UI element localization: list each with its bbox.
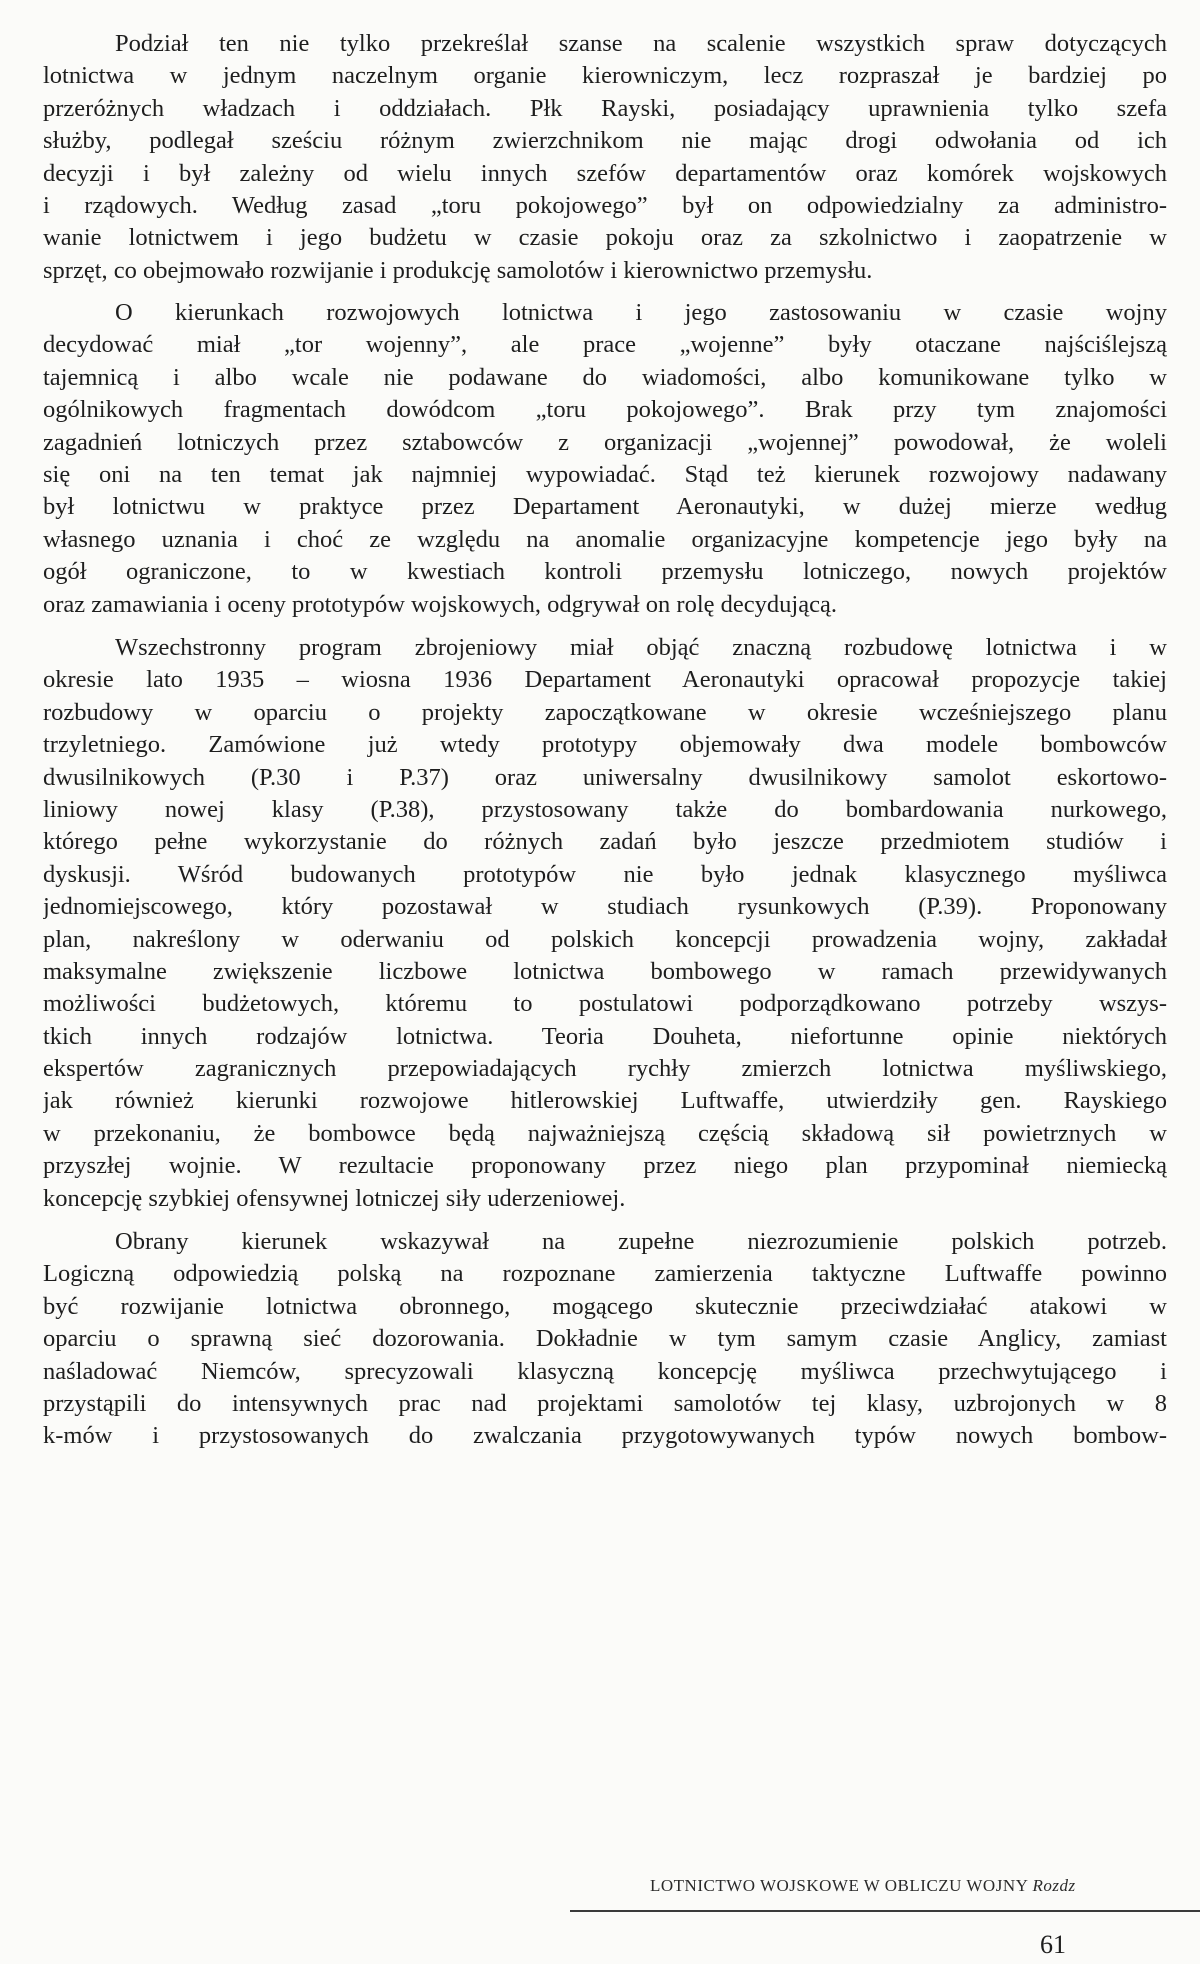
text-line: tkich innych rodzajów lotnictwa. Teoria Douheta, niefortunne opinie niektórych <box>43 1022 1167 1050</box>
text-line: dyskusji. Wśród budowanych prototypów nie było jednak klasycznego myśliwca <box>43 860 1167 888</box>
text-line: oraz zamawiania i oceny prototypów wojskowych, odgrywał on rolę decydującą. <box>43 590 837 618</box>
text-line: w przekonaniu, że bombowce będą najważniejszą częścią składową sił powietrznych w <box>43 1119 1167 1147</box>
text-line: ekspertów zagranicznych przepowiadających rychły zmierzch lotnictwa myśliwskiego, <box>43 1055 1167 1083</box>
text-line: służby, podlegał sześciu różnym zwierzchnikom nie mając drogi odwołania od ich <box>43 127 1167 155</box>
text-line: Wszechstronny program zbrojeniowy miał objąć znaczną rozbudowę lotnictwa i w <box>115 634 1167 661</box>
running-title: LOTNICTWO WOJSKOWE W OBLICZU WOJNY <box>650 1876 1028 1895</box>
text-line: się oni na ten temat jak najmniej wypowiadać. Stąd też kierunek rozwojowy nadawany <box>43 460 1167 488</box>
text-line: zagadnień lotniczych przez sztabowców z organizacji „wojennej” powodował, że woleli <box>43 428 1167 456</box>
running-footer <box>650 1876 1200 1896</box>
text-line: Podział ten nie tylko przekreślał szanse na scalenie wszystkich spraw dotyczących <box>115 30 1167 57</box>
text-line: własnego uznania i choć ze względu na anomalie organizacyjne kompetencje jego były na <box>43 525 1167 553</box>
text-line: przyszłej wojnie. W rezultacie proponowany przez niego plan przypominał niemiecką <box>43 1152 1167 1180</box>
text-line: wanie lotnictwem i jego budżetu w czasie pokoju oraz za szkolnictwo i zaopatrzenie w <box>43 224 1167 252</box>
text-line: Logiczną odpowiedzią polską na rozpoznane zamierzenia taktyczne Luftwaffe powinno <box>43 1260 1167 1288</box>
text-line: koncepcję szybkiej ofensywnej lotniczej siły uderzeniowej. <box>43 1184 626 1212</box>
paragraph-2 <box>43 297 1167 621</box>
text-line: decydować miał „tor wojenny”, ale prace „wojenne” były otaczane najściślejszą <box>43 331 1167 359</box>
text-line: jednomiejscowego, który pozostawał w studiach rysunkowych (P.39). Proponowany <box>43 893 1167 921</box>
text-line: przystąpili do intensywnych prac nad projektami samolotów tej klasy, uzbrojonych w 8 <box>43 1389 1167 1417</box>
text-line: decyzji i był zależny od wielu innych szefów departamentów oraz komórek wojskowych <box>43 159 1167 187</box>
paragraph-3 <box>43 632 1167 1215</box>
text-line: k-mów i przystosowanych do zwalczania przygotowywanych typów nowych bombow- <box>43 1422 1167 1450</box>
text-line: naśladować Niemców, sprecyzowali klasyczną koncepcję myśliwca przechwytującego i <box>43 1357 1167 1385</box>
text-line: maksymalne zwiększenie liczbowe lotnictwa bombowego w ramach przewidywanych <box>43 957 1167 985</box>
text-line: dwusilnikowych (P.30 i P.37) oraz uniwersalny dwusilnikowy samolot eskortowo- <box>43 763 1167 791</box>
text-line: przeróżnych władzach i oddziałach. Płk Rayski, posiadający uprawnienia tylko szefa <box>43 94 1167 122</box>
text-line: jak również kierunki rozwojowe hitlerowskiej Luftwaffe, utwierdziły gen. Rayskiego <box>43 1087 1167 1115</box>
text-line: i rządowych. Według zasad „toru pokojowego” był on odpowiedzialny za administro- <box>43 191 1167 219</box>
text-line: być rozwijanie lotnictwa obronnego, mogącego skutecznie przeciwdziałać atakowi w <box>43 1292 1167 1320</box>
text-line: ogół ograniczone, to w kwestiach kontroli przemysłu lotniczego, nowych projektów <box>43 558 1167 586</box>
text-line: ogólnikowych fragmentach dowódcom „toru pokojowego”. Brak przy tym znajomości <box>43 396 1167 424</box>
text-line: możliwości budżetowych, któremu to postulatowi podporządkowano potrzeby wszys- <box>43 990 1167 1018</box>
text-line: którego pełne wykorzystanie do różnych zadań było jeszcze przedmiotem studiów i <box>43 828 1167 856</box>
text-line: tajemnicą i albo wcale nie podawane do wiadomości, albo komunikowane tylko w <box>43 363 1167 391</box>
text-line: oparciu o sprawną sieć dozorowania. Dokładnie w tym samym czasie Anglicy, zamiast <box>43 1325 1167 1353</box>
text-line: był lotnictwu w praktyce przez Departament Aeronautyki, w dużej mierze według <box>43 493 1167 521</box>
text-line: lotnictwa w jednym naczelnym organie kierowniczym, lecz rozpraszał je bardziej po <box>43 62 1167 90</box>
text-line: liniowy nowej klasy (P.38), przystosowany także do bombardowania nurkowego, <box>43 795 1167 823</box>
text-line: Obrany kierunek wskazywał na zupełne niezrozumienie polskich potrzeb. <box>115 1228 1167 1255</box>
text-line: trzyletniego. Zamówione już wtedy prototypy objemowały dwa modele bombowców <box>43 731 1167 759</box>
page-number: 61 <box>1040 1930 1066 1959</box>
footer-rule <box>570 1910 1200 1912</box>
paragraph-4 <box>43 1226 1167 1453</box>
text-line: plan, nakreślony w oderwaniu od polskich koncepcji prowadzenia wojny, zakładał <box>43 925 1167 953</box>
chapter-label: Rozdz <box>1032 1876 1076 1895</box>
text-line: okresie lato 1935 – wiosna 1936 Departament Aeronautyki opracował propozycje takiej <box>43 666 1167 694</box>
text-line: O kierunkach rozwojowych lotnictwa i jego zastosowaniu w czasie wojny <box>115 299 1167 326</box>
text-line: rozbudowy w oparciu o projekty zapoczątkowane w okresie wcześniejszego planu <box>43 698 1167 726</box>
paragraph-1 <box>43 28 1167 287</box>
text-line: sprzęt, co obejmowało rozwijanie i produkcję samolotów i kierownictwo przemysłu. <box>43 256 873 284</box>
